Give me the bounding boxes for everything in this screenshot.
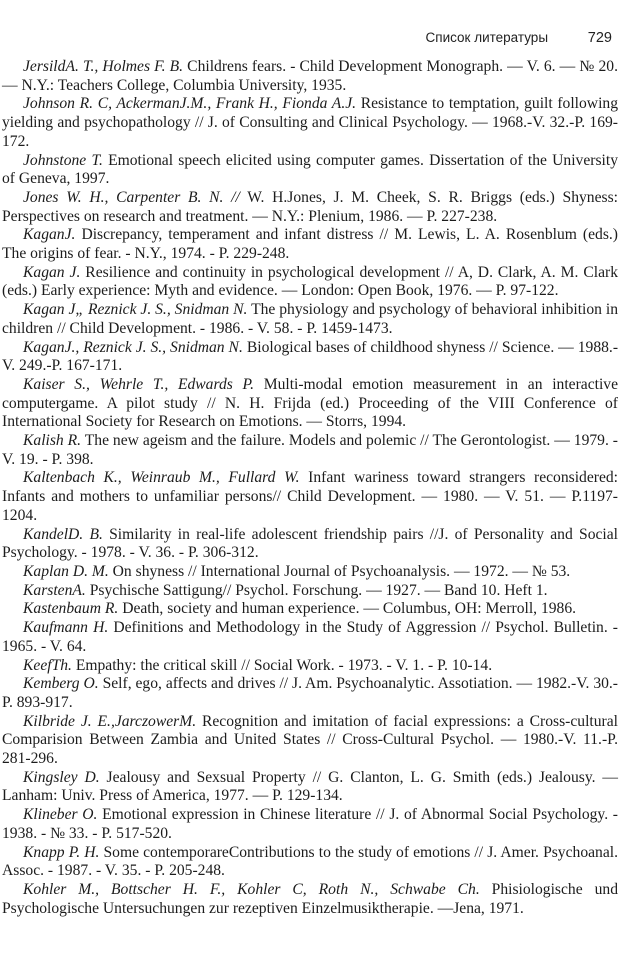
reference-text: Empathy: the critical skill // Social Work. - 1973. - V. 1. - P. 10-14. xyxy=(71,656,493,674)
reference-entry xyxy=(2,844,618,881)
reference-authors: Kohler M., Bottscher H. F., Kohler C, Roth N., Schwabe Ch. xyxy=(23,880,480,898)
reference-authors: Kaiser S., Wehrle T., Edwards P. xyxy=(23,375,254,393)
running-head xyxy=(0,30,612,46)
reference-text: Self, ego, affects and drives // J. Am. Psychoanalytic. Assotiation. — 1982.-V. 30.-P. 893-917. xyxy=(2,675,618,711)
reference-authors: KandelD. B. xyxy=(23,525,103,543)
reference-authors: Johnstone T. xyxy=(23,151,103,169)
reference-text: Resilience and continuity in psychological development // A, D. Clark, A. M. Clark (eds.) Early experience: Myth and evidence. — London: Open Book, 1976. — P. 97-122. xyxy=(2,263,618,300)
reference-authors: Kalish R. xyxy=(23,432,82,450)
reference-text: Discrepancy, temperament and infant distress // M. Lewis, L. A. Rosenblum (eds.) The origins of fear. - N.Y., 1974. - P. 229-248. xyxy=(2,226,618,263)
reference-authors: Kaplan D. M. xyxy=(23,562,109,580)
reference-entry xyxy=(2,806,618,843)
reference-entry xyxy=(2,657,618,676)
reference-authors: Kilbride J. E.,JarczowerM. xyxy=(23,712,197,730)
reference-text: Similarity in real-life adolescent friendship pairs //J. of Personality and Social Psychology. - 1978. - V. 36. - P. 306-312. xyxy=(2,525,618,562)
reference-authors: Kastenbaum R. xyxy=(23,600,119,618)
reference-text: On shyness // International Journal of Psychoanalysis. — 1972. — № 53. xyxy=(108,562,571,580)
reference-entry xyxy=(2,600,618,619)
reference-authors: Kingsley D. xyxy=(23,768,100,786)
reference-text: Childrens fears. - Child Development Monograph. — V. 6. — № 20. — N.Y.: Teachers College, Columbia University, 1935. xyxy=(2,58,618,94)
reference-entry xyxy=(2,226,618,263)
reference-text: Infant wariness toward strangers reconsidered: Infants and mothers to unfamiliar persons// Child Development. — 1980. — V. 51. — P.1197-1204. xyxy=(2,469,618,524)
reference-text: W. H.Jones, J. M. Cheek, S. R. Briggs (eds.) Shyness: Perspectives on research and treatment. — N.Y.: Plenium, 1986. — P. 227-238. xyxy=(2,188,618,225)
reference-authors: Knapp P. H. xyxy=(23,843,100,861)
reference-authors: KeefTh. xyxy=(23,656,72,674)
reference-entry xyxy=(2,563,618,582)
reference-text: Psychische Sattigung// Psychol. Forschung. — 1927. — Band 10. Heft 1. xyxy=(85,581,548,599)
reference-entry xyxy=(2,432,618,469)
page-number: 729 xyxy=(587,30,612,46)
reference-authors: KaganJ. xyxy=(23,226,76,244)
reference-entry xyxy=(2,713,618,769)
reference-entry xyxy=(2,881,618,918)
reference-entry xyxy=(2,582,618,601)
reference-entry xyxy=(2,769,618,806)
reference-authors: Kaltenbach K., Weinraub M., Fullard W. xyxy=(23,469,300,487)
reference-entry xyxy=(2,152,618,189)
reference-authors: Johnson R. C, AckermanJ.M., Frank H., Fionda A.J. xyxy=(23,95,357,113)
reference-entry xyxy=(2,469,618,525)
reference-text: Multi-modal emotion measurement in an interactive computergame. A pilot study // N. H. Frijda (ed.) Proceeding of the VIII Conference of International Society for Research on Emotions. — Storrs, 1994. xyxy=(2,375,619,431)
reference-list xyxy=(2,58,618,918)
reference-entry xyxy=(2,619,618,656)
reference-entry xyxy=(2,376,618,432)
reference-entry xyxy=(2,95,618,151)
reference-text: Jealousy and Sexsual Property // G. Clanton, L. G. Smith (eds.) Jealousy. — Lanham: Univ. Press of America, 1977. — P. 129-134. xyxy=(2,768,618,805)
reference-authors: Jones W. H., Carpenter B. N. // xyxy=(23,188,240,206)
reference-text: Some contemporareContributions to the study of emotions // J. Amer. Psychoanal. Assoc. - 1987. - V. 35. - P. 205-248. xyxy=(2,843,618,880)
reference-text: The new ageism and the failure. Models and polemic // The Gerontologist. — 1979. - V. 19. - P. 398. xyxy=(2,432,618,468)
reference-text: Emotional expression in Chinese literature // J. of Abnormal Social Psychology. - 1938. - № 33. - P. 517-520. xyxy=(2,806,618,842)
reference-authors: Kagan J„ Reznick J. S., Snidman N. xyxy=(23,301,248,319)
reference-authors: KaganJ., Reznick J. S., Snidman N. xyxy=(23,338,243,356)
reference-entry xyxy=(2,264,618,301)
reference-text: The physiology and psychology of behavioral inhibition in children // Child Development. - 1986. - V. 58. - P. 1459-1473. xyxy=(2,301,618,337)
reference-text: Recognition and imitation of facial expressions: a Cross-cultural Comparision Between Zambia and United States // Cross-Cultural Psychol. — 1980.-V. 11.-P. 281-296. xyxy=(2,712,618,768)
reference-entry xyxy=(2,301,618,338)
reference-authors: KarstenA. xyxy=(23,581,86,599)
reference-entry xyxy=(2,675,618,712)
section-title: Список литературы xyxy=(425,30,549,45)
reference-entry xyxy=(2,58,618,95)
reference-text: Emotional speech elicited using computer games. Dissertation of the University of Geneva, 1997. xyxy=(2,151,618,188)
reference-authors: Klineber O. xyxy=(23,806,98,824)
reference-entry xyxy=(2,189,618,226)
reference-text: Biological bases of childhood shyness // Science. — 1988.-V. 249.-P. 167-171. xyxy=(2,338,619,375)
reference-entry xyxy=(2,526,618,563)
reference-text: Definitions and Methodology in the Study of Aggression // Psychol. Bulletin. - 1965. - V. 64. xyxy=(2,619,618,655)
reference-text: Phisiologische und Psychologische Untersuchungen zur rezeptiven Einzelmusiktherapie. —Jena, 1971. xyxy=(2,880,618,917)
reference-text: Death, society and human experience. — Columbus, OH: Merroll, 1986. xyxy=(118,600,577,618)
reference-entry xyxy=(2,339,618,376)
reference-authors: Kemberg O. xyxy=(23,675,99,693)
reference-authors: JersildA. T., Holmes F. B. xyxy=(23,58,184,75)
reference-authors: Kaufmann H. xyxy=(23,619,109,637)
reference-text: Resistance to temptation, guilt following yielding and psychopathology // J. of Consulting and Clinical Psychology. — 1968.-V. 32.-P. 169-172. xyxy=(2,95,618,150)
reference-authors: Kagan J. xyxy=(23,263,81,281)
